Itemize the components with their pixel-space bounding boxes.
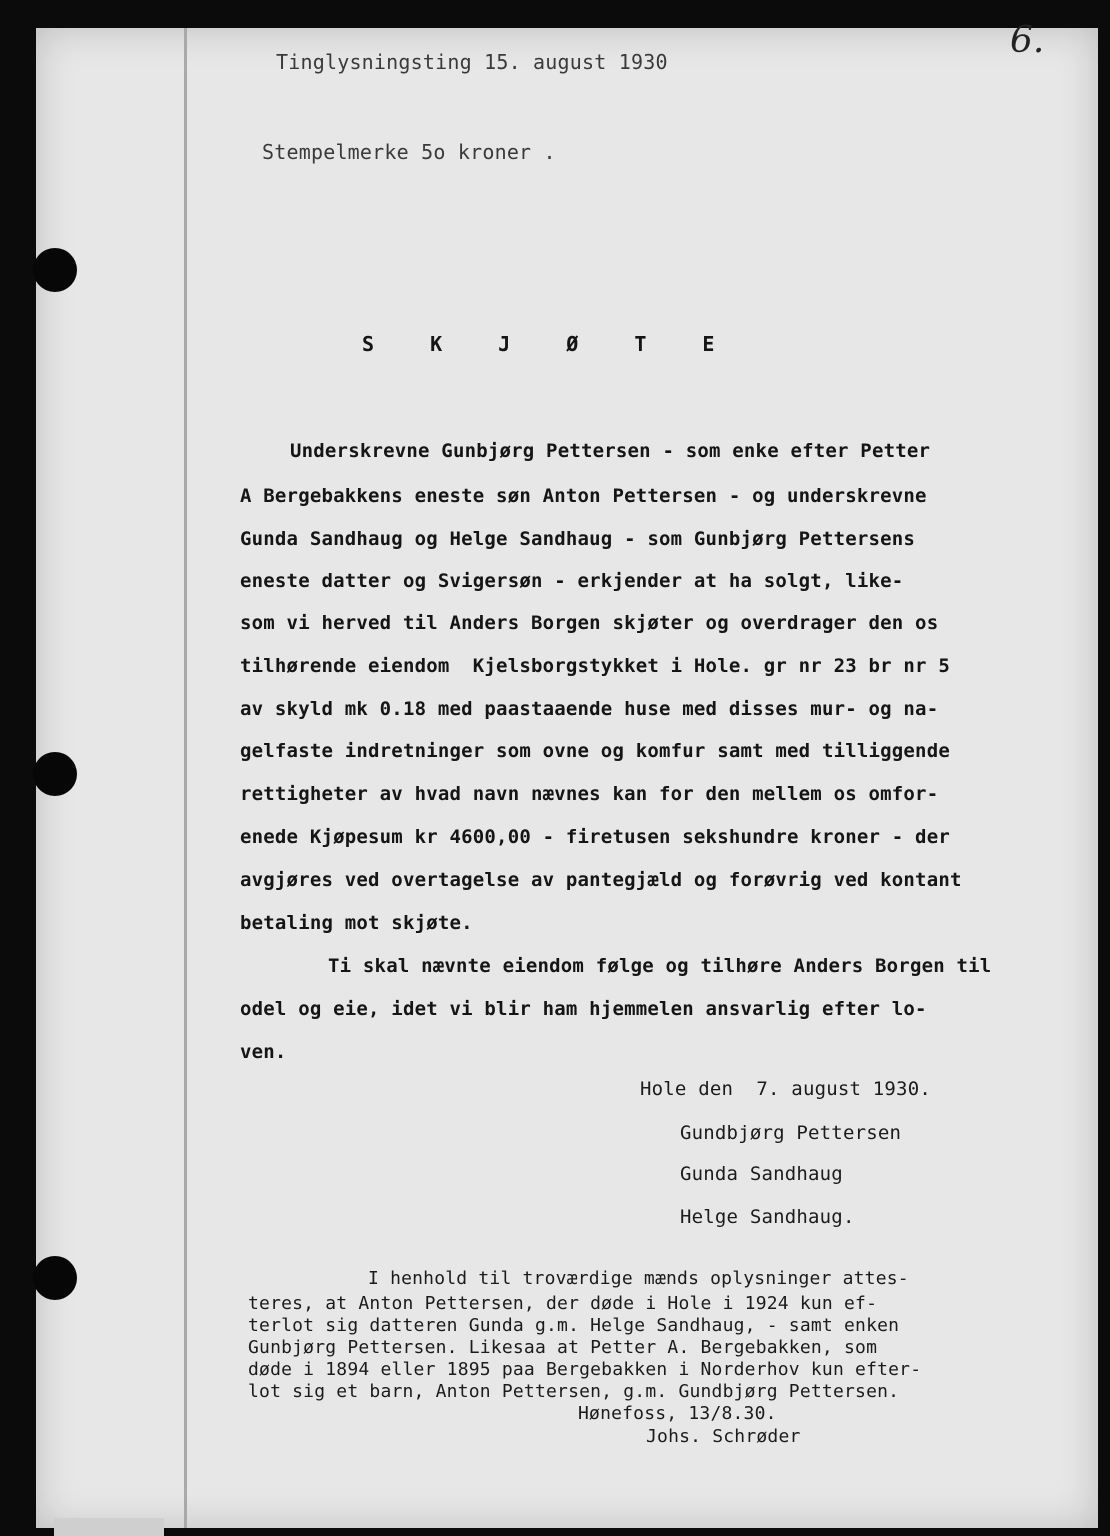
signer-name: Helge Sandhaug. — [680, 1206, 855, 1228]
body-line: odel og eie, idet vi blir ham hjemmelen ansvarlig efter lo- — [240, 998, 927, 1020]
certification-line: I henhold til troværdige mænds oplysninger attes- — [368, 1268, 909, 1289]
certification-line: terlot sig datteren Gunda g.m. Helge Sandhaug, - samt enken — [248, 1315, 900, 1336]
body-line: enede Kjøpesum kr 4600,00 - firetusen sekshundre kroner - der — [240, 826, 950, 848]
certification-line: Gunbjørg Pettersen. Likesaa at Petter A. Bergebakken, som — [248, 1337, 878, 1358]
document-title: S K J Ø T E — [362, 332, 737, 356]
punch-hole — [33, 248, 77, 292]
place-date: Hole den 7. august 1930. — [640, 1078, 931, 1100]
punch-hole — [33, 1256, 77, 1300]
stamp-note: Stempelmerke 5o kroner . — [262, 140, 556, 164]
body-line: Underskrevne Gunbjørg Pettersen - som enke efter Petter — [290, 440, 931, 462]
body-line: betaling mot skjøte. — [240, 912, 473, 934]
body-line: A Bergebakkens eneste søn Anton Pettersen - og underskrevne — [240, 485, 927, 507]
binder-tab — [54, 1518, 164, 1536]
punch-hole — [33, 752, 77, 796]
certification-line: teres, at Anton Pettersen, der døde i Hole i 1924 kun ef- — [248, 1293, 878, 1314]
body-line: eneste datter og Svigersøn - erkjender at ha solgt, like- — [240, 570, 904, 592]
margin-line — [184, 28, 187, 1528]
certification-line: døde i 1894 eller 1895 paa Bergebakken i Norderhov kun efter- — [248, 1359, 922, 1380]
body-line: Gunda Sandhaug og Helge Sandhaug - som Gunbjørg Pettersens — [240, 528, 916, 550]
body-line: Ti skal nævnte eiendom følge og tilhøre Anders Borgen til — [328, 955, 992, 977]
signer-name: Gundbjørg Pettersen — [680, 1122, 902, 1144]
body-line: ven. — [240, 1041, 287, 1063]
certification-line: lot sig et barn, Anton Pettersen, g.m. Gundbjørg Pettersen. — [248, 1381, 900, 1402]
certification-signer: Johs. Schrøder — [646, 1426, 801, 1447]
body-line: av skyld mk 0.18 med paastaaende huse med disses mur- og na- — [240, 698, 939, 720]
body-line: avgjøres ved overtagelse av pantegjæld og forøvrig ved kontant — [240, 869, 962, 891]
page-number: 6. — [1010, 20, 1045, 61]
body-line: tilhørende eiendom Kjelsborgstykket i Hole. gr nr 23 br nr 5 — [240, 655, 950, 677]
body-line: gelfaste indretninger som ovne og komfur samt med tilliggende — [240, 740, 950, 762]
court-session-heading: Tinglysningsting 15. august 1930 — [276, 50, 668, 74]
signer-name: Gunda Sandhaug — [680, 1163, 843, 1185]
certification-place-date: Hønefoss, 13/8.30. — [578, 1403, 777, 1424]
body-line: rettigheter av hvad navn nævnes kan for den mellem os omfor- — [240, 783, 939, 805]
body-line: som vi herved til Anders Borgen skjøter og overdrager den os — [240, 612, 939, 634]
